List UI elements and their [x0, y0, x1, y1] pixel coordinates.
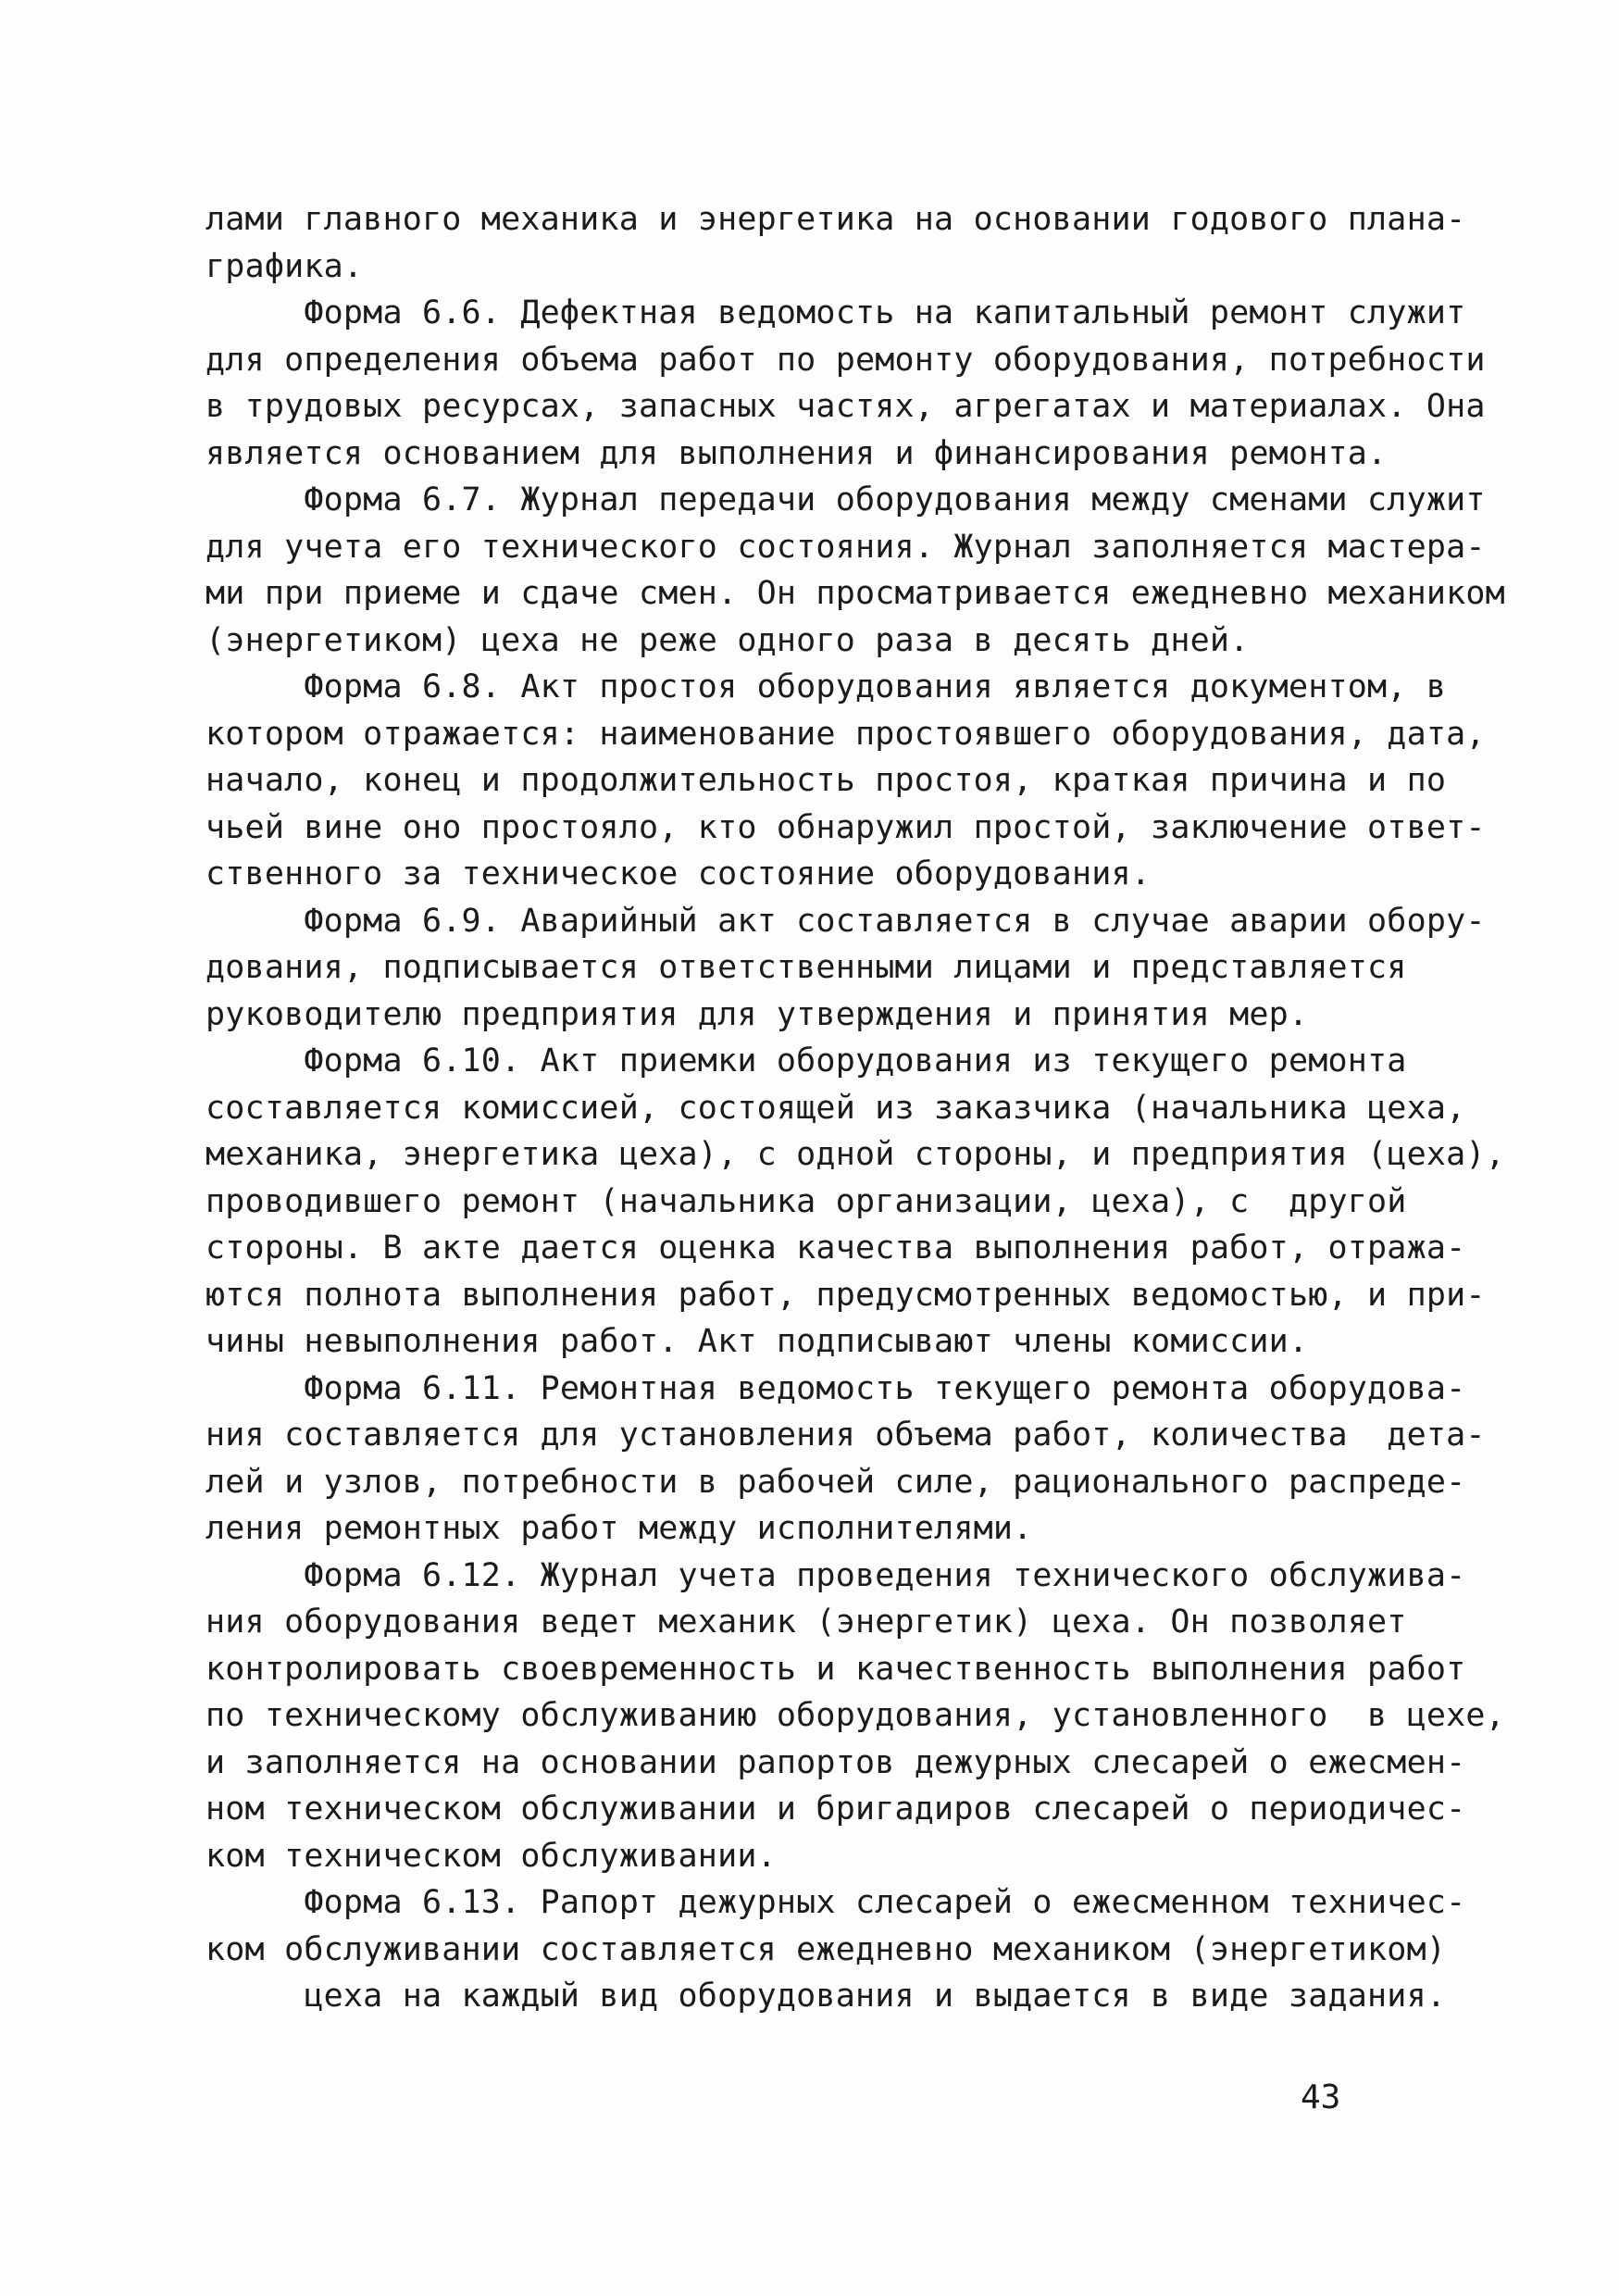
text-line: чины невыполнения работ. Акт подписывают члены комиссии. — [205, 1323, 1309, 1360]
text-line: по техническому обслуживанию оборудования, установленного в цехе, — [205, 1697, 1505, 1734]
body-text — [205, 196, 1505, 2020]
text-line: ются полнота выполнения работ, предусмотренных ведомостью, и при- — [205, 1276, 1486, 1314]
text-line: составляется комиссией, состоящей из заказчика (начальника цеха, — [205, 1089, 1466, 1127]
text-line: Форма 6.13. Рапорт дежурных слесарей о ежесменном техничес- — [205, 1884, 1466, 1921]
text-line: цеха на каждый вид оборудования и выдается в виде задания. — [205, 1978, 1447, 2015]
text-line: ния оборудования ведет механик (энергетик) цеха. Он позволяет — [205, 1603, 1407, 1641]
text-line: ном техническом обслуживании и бригадиров слесарей о периодичес- — [205, 1791, 1466, 1828]
text-line: начало, конец и продолжительность простоя, краткая причина и по — [205, 762, 1447, 799]
text-line: и заполняется на основании рапортов дежурных слесарей о ежесмен- — [205, 1743, 1466, 1781]
text-line: Форма 6.10. Акт приемки оборудования из текущего ремонта — [205, 1042, 1407, 1079]
text-line: ми при приеме и сдаче смен. Он просматривается ежедневно механиком — [205, 575, 1505, 612]
text-line: лей и узлов, потребности в рабочей силе, рационального распреде- — [205, 1463, 1466, 1501]
text-line: руководителю предприятия для утверждения и принятия мер. — [205, 995, 1309, 1033]
text-line: Форма 6.7. Журнал передачи оборудования между сменами служит — [205, 481, 1486, 518]
text-line: лами главного механика и энергетика на основании годового плана- — [205, 201, 1466, 238]
page-number: 43 — [1301, 2078, 1341, 2116]
text-line: ления ремонтных работ между исполнителями. — [205, 1510, 1033, 1547]
text-line: чьей вине оно простояло, кто обнаружил простой, заключение ответ- — [205, 808, 1486, 846]
text-line: является основанием для выполнения и финансирования ремонта. — [205, 434, 1388, 472]
text-line: дования, подписывается ответственными лицами и представляется — [205, 949, 1407, 986]
text-line: Форма 6.6. Дефектная ведомость на капитальный ремонт служит — [205, 294, 1466, 331]
text-line: ния составляется для установления объема работ, количества дета- — [205, 1416, 1486, 1454]
text-line: проводившего ремонт (начальника организации, цеха), с другой — [205, 1182, 1407, 1220]
text-line: Форма 6.8. Акт простоя оборудования является документом, в — [205, 668, 1447, 705]
text-line: механика, энергетика цеха), с одной стороны, и предприятия (цеха), — [205, 1136, 1505, 1173]
text-line: ственного за техническое состояние оборудования. — [205, 855, 1152, 892]
text-line: Форма 6.12. Журнал учета проведения технического обслужива- — [205, 1556, 1466, 1594]
text-line: для определения объема работ по ремонту оборудования, потребности — [205, 341, 1486, 379]
text-line: контролировать своевременность и качественность выполнения работ — [205, 1650, 1466, 1688]
text-line: ком обслуживании составляется ежедневно механиком (энергетиком) — [205, 1930, 1447, 1968]
text-line: (энергетиком) цеха не реже одного раза в десять дней. — [205, 621, 1250, 659]
text-line: стороны. В акте дается оценка качества выполнения работ, отража- — [205, 1229, 1466, 1267]
text-line: ком техническом обслуживании. — [205, 1837, 777, 1875]
text-line: котором отражается: наименование простоявшего оборудования, дата, — [205, 715, 1486, 753]
text-line: в трудовых ресурсах, запасных частях, агрегатах и материалах. Она — [205, 388, 1486, 425]
text-line: для учета его технического состояния. Журнал заполняется мастера- — [205, 528, 1486, 566]
text-line: Форма 6.9. Аварийный акт составляется в случае аварии обору- — [205, 902, 1486, 940]
text-line: Форма 6.11. Ремонтная ведомость текущего ремонта оборудова- — [205, 1369, 1466, 1407]
text-line: графика. — [205, 247, 364, 285]
